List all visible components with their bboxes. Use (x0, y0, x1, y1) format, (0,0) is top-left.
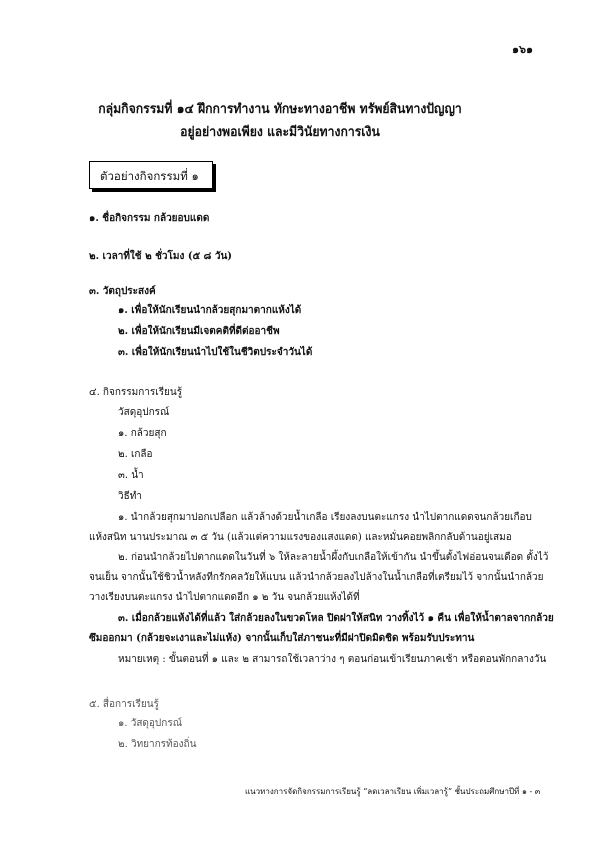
material-item-2: ๒. เกลือ (118, 449, 153, 460)
method-step-line: ๒. ก่อนนำกล้วยไปตากแดดในวันที่ ๖ ให้ละลายน้ำผึ้งกับเกลือให้เข้ากัน นำขึ้นตั้งไฟอ่อนจนเดือด ตั้งไว้ (118, 552, 549, 563)
section-activity-name: ๑. ชื่อกิจกรรม กล้วยอบแดด (89, 213, 210, 224)
method-step-line: วางเรียงบนตะแกรง นำไปตากแดดอีก ๑ ๒ วัน จนกล้วยแห้งได้ที่ (89, 592, 360, 603)
example-activity-label: ตัวอย่างกิจกรรมที่ ๑ (100, 169, 199, 183)
page-footer: แนวทางการจัดกิจกรรมการเรียนรู้ “ลดเวลาเรียน เพิ่มเวลารู้” ชั้นประถมศึกษาปีที่ ๑ - ๓ (245, 787, 541, 796)
materials-label: วัสดุอุปกรณ์ (118, 407, 170, 418)
material-item-3: ๓. น้ำ (118, 470, 144, 481)
section-learning-media-heading: ๕. สื่อการเรียนรู้ (89, 699, 159, 710)
method-step-line: แห้งสนิท นานประมาณ ๓ ๕ วัน (แล้วแต่ความแรงของแสงแดด) และหมั่นคอยพลิกกลับด้านอยู่เสมอ (89, 532, 512, 543)
method-note: หมายเหตุ : ขั้นตอนที่ ๑ และ ๒ สามารถใช้เวลาว่าง ๆ ตอนก่อนเข้าเรียนภาคเช้า หรือตอนพักกลางวัน (118, 654, 547, 665)
page-number: ๑๖๑ (512, 43, 533, 56)
learning-media-item-1: ๑. วัสดุอุปกรณ์ (118, 718, 182, 729)
page-title-line-2: อยู่อย่างพอเพียง และมีวินัยทางการเงิน (180, 125, 380, 140)
material-item-1: ๑. กล้วยสุก (118, 428, 167, 439)
objective-item-3: ๓. เพื่อให้นักเรียนนำไปใช้ในชีวิตประจำวันได้ (118, 347, 313, 358)
page-title-line-1: กลุ่มกิจกรรมที่ ๑๔ ฝึกการทำงาน ทักษะทางอาชีพ ทรัพย์สินทางปัญญา (98, 102, 462, 117)
learning-media-item-2: ๒. วิทยากรท้องถิ่น (118, 739, 197, 750)
section-objectives-heading: ๓. วัตถุประสงค์ (89, 286, 156, 297)
section-time-used: ๒. เวลาที่ใช้ ๒ ชั่วโมง (๕ ๘ วัน) (89, 251, 233, 262)
method-step-line: ซึมออกมา (กล้วยจะเงาและไม่แห้ง) จากนั้นเก็บใส่ภาชนะที่มีฝาปิดมิดชิด พร้อมรับประทาน (89, 633, 475, 644)
objective-item-1: ๑. เพื่อให้นักเรียนนำกล้วยสุกมาตากแห้งได้ (118, 305, 302, 316)
method-step-line: ๓. เมื่อกล้วยแห้งได้ที่แล้ว ใส่กล้วยลงในขวดโหล ปิดฝาให้สนิท วางทิ้งไว้ ๑ คืน เพื่อให้น้ำตาลจากกล้วย (118, 613, 554, 624)
method-step-line: ๑. นำกล้วยสุกมาปอกเปลือก แล้วล้างด้วยน้ำเกลือ เรียงลงบนตะแกรง นำไปตากแดดจนกล้วยเกือบ (118, 512, 532, 523)
example-activity-box (89, 161, 213, 189)
section-learning-activities-heading: ๔. กิจกรรมการเรียนรู้ (89, 387, 183, 398)
method-step-line: จนเย็น จากนั้นใช้ชิวน้ำหลังทีกรักคลวัยให้แบน แล้วนำกล้วยลงไปล้างในน้ำเกลือที่เตรียมไว้ จากนั้นนำกล้วย (89, 572, 544, 583)
objective-item-2: ๒. เพื่อให้นักเรียนมีเจตคติที่ดีต่ออาชีพ (118, 326, 280, 337)
method-label: วิธีทำ (118, 491, 142, 502)
